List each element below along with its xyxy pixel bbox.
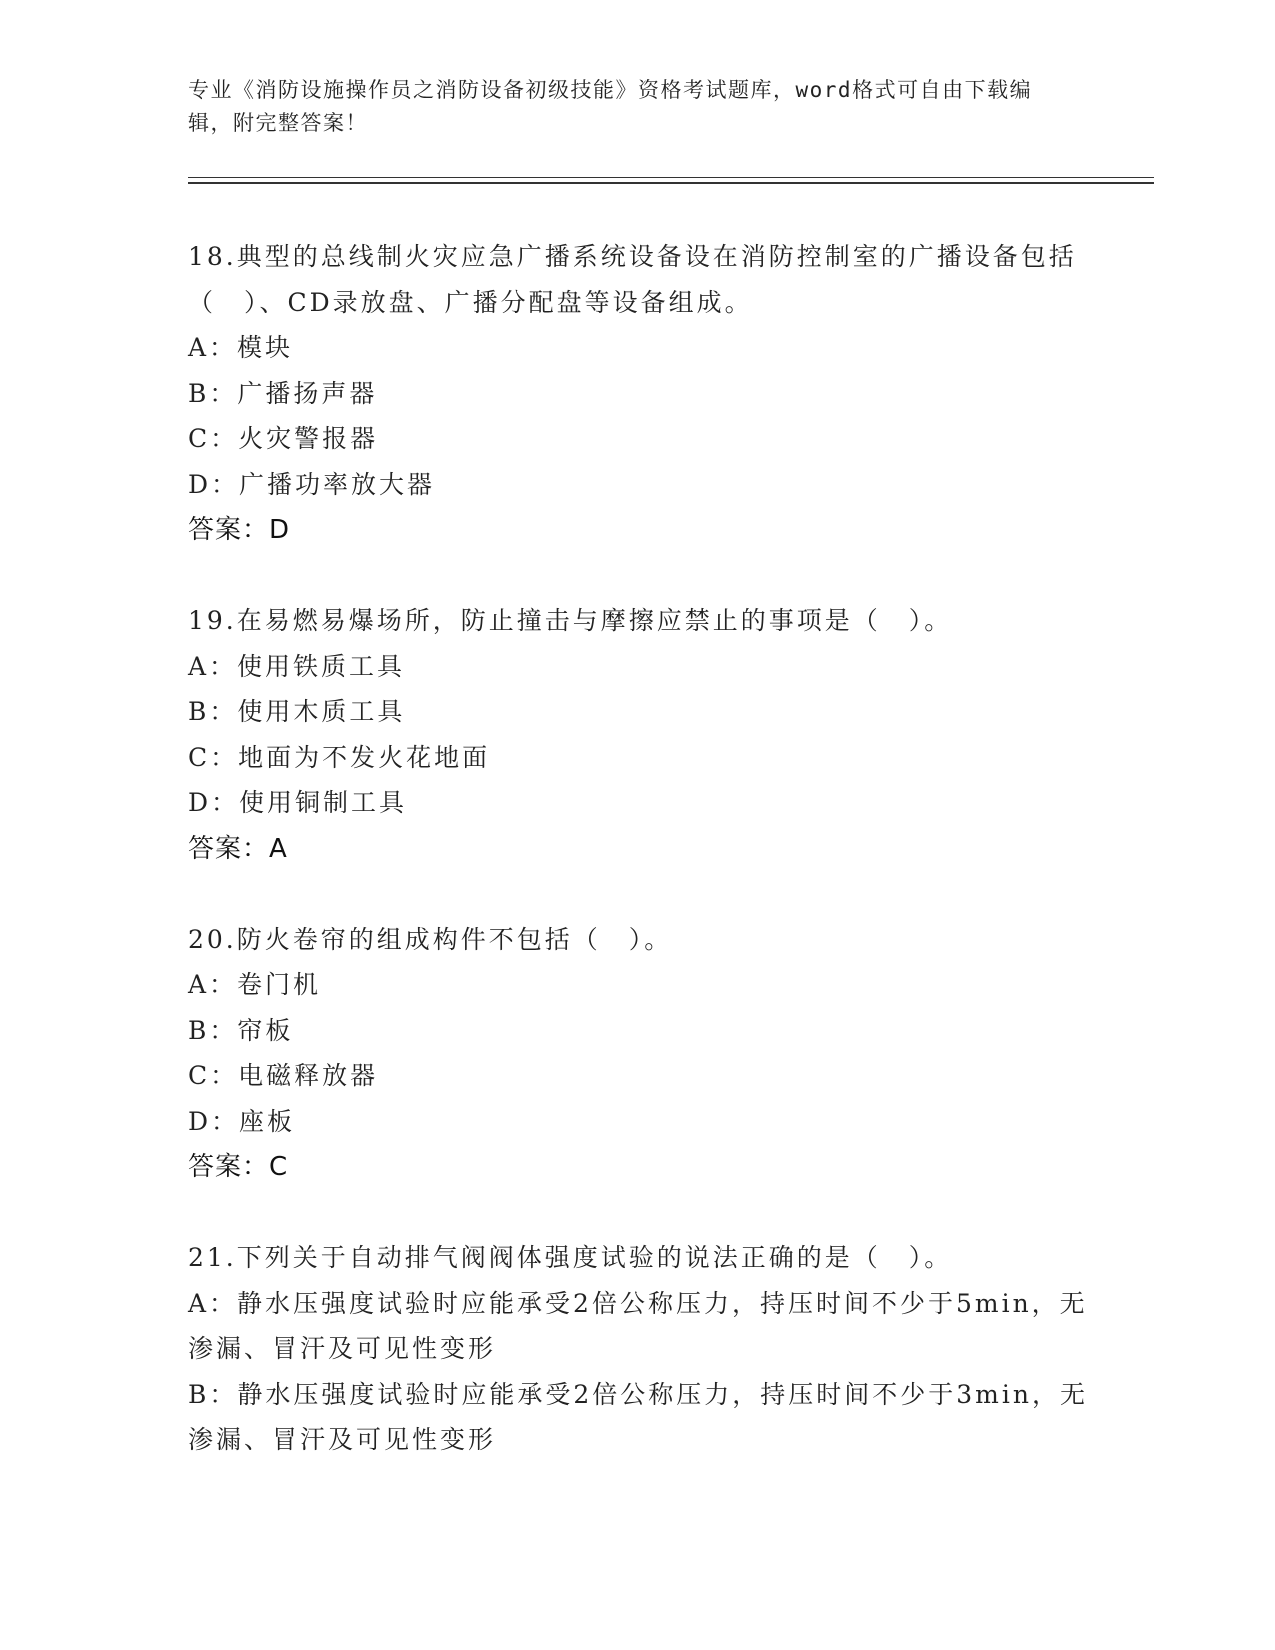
- answer-line: 答案：A: [188, 833, 288, 864]
- header-divider-thick: [188, 182, 1154, 184]
- option-c: C：地面为不发火花地面: [188, 742, 491, 772]
- document-header: 专业《消防设施操作员之消防设备初级技能》资格考试题库，word格式可自由下载编辑，附完整答案！: [188, 78, 1033, 135]
- question-21: [188, 1235, 1088, 1463]
- question-20: [188, 917, 1088, 1191]
- question-18: [188, 234, 1088, 553]
- question-stem: 19.在易燃易爆场所，防止撞击与摩擦应禁止的事项是（ ）。: [188, 606, 953, 635]
- option-b: B：广播扬声器: [188, 378, 378, 408]
- question-stem: 21.下列关于自动排气阀阀体强度试验的说法正确的是（ ）。: [188, 1243, 953, 1272]
- option-a: A：静水压强度试验时应能承受2倍公称压力，持压时间不少于5min，无渗漏、冒汗及可见性变形: [188, 1288, 1088, 1363]
- option-d: D：广播功率放大器: [188, 469, 436, 499]
- question-list: [188, 234, 1088, 1508]
- option-d: D：使用铜制工具: [188, 788, 408, 817]
- option-d: D：座板: [188, 1106, 296, 1136]
- option-b: B：静水压强度试验时应能承受2倍公称压力，持压时间不少于3min，无渗漏、冒汗及可见性变形: [188, 1379, 1088, 1454]
- question-stem: 18.典型的总线制火灾应急广播系统设备设在消防控制室的广播设备包括（ ）、CD录放盘、广播分配盘等设备组成。: [188, 242, 1077, 317]
- question-19: [188, 598, 1088, 872]
- option-b: B：帘板: [188, 1015, 294, 1045]
- header-divider-thin: [188, 177, 1154, 178]
- answer-line: 答案：D: [188, 515, 291, 545]
- option-a: A：卷门机: [188, 970, 322, 999]
- question-stem: 20.防火卷帘的组成构件不包括（ ）。: [188, 924, 673, 954]
- option-c: C：火灾警报器: [188, 424, 379, 453]
- option-c: C：电磁释放器: [188, 1061, 379, 1090]
- answer-line: 答案：C: [188, 1152, 289, 1182]
- option-a: A：使用铁质工具: [188, 651, 406, 681]
- option-a: A：模块: [188, 333, 294, 362]
- option-b: B：使用木质工具: [188, 697, 406, 726]
